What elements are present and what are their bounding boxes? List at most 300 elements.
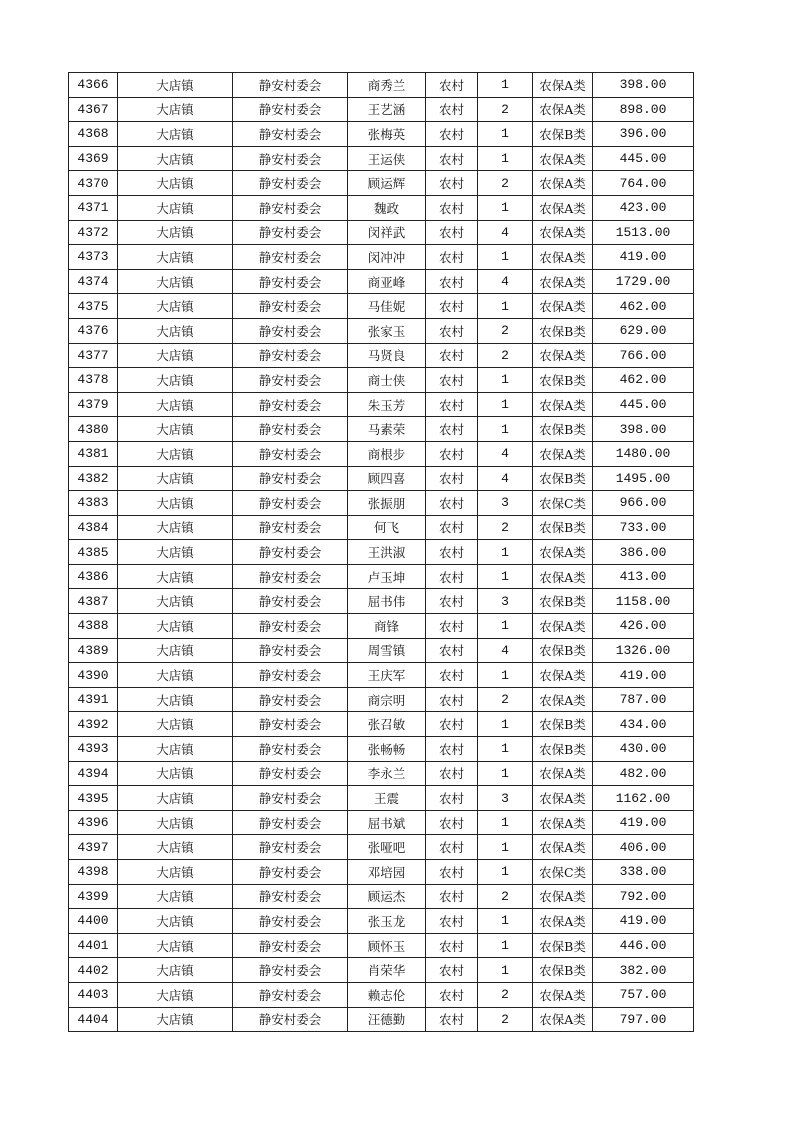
cell-village-committee: 静安村委会 bbox=[233, 589, 348, 614]
cell-amount: 1495.00 bbox=[593, 466, 694, 491]
cell-area-type: 农村 bbox=[426, 589, 478, 614]
cell-person-name: 卢玉坤 bbox=[348, 564, 426, 589]
table-row bbox=[69, 786, 694, 811]
cell-insurance-category: 农保B类 bbox=[533, 712, 593, 737]
cell-person-name: 张振朋 bbox=[348, 491, 426, 516]
cell-person-name: 商宗明 bbox=[348, 687, 426, 712]
cell-town: 大店镇 bbox=[118, 294, 233, 319]
cell-household-size: 1 bbox=[478, 392, 533, 417]
cell-village-committee: 静安村委会 bbox=[233, 958, 348, 983]
cell-insurance-category: 农保B类 bbox=[533, 515, 593, 540]
cell-insurance-category: 农保A类 bbox=[533, 392, 593, 417]
cell-amount: 446.00 bbox=[593, 933, 694, 958]
cell-village-committee: 静安村委会 bbox=[233, 614, 348, 639]
cell-village-committee: 静安村委会 bbox=[233, 909, 348, 934]
cell-household-size: 2 bbox=[478, 884, 533, 909]
cell-household-size: 1 bbox=[478, 122, 533, 147]
cell-row-number: 4392 bbox=[69, 712, 118, 737]
cell-row-number: 4374 bbox=[69, 269, 118, 294]
cell-insurance-category: 农保B类 bbox=[533, 589, 593, 614]
cell-village-committee: 静安村委会 bbox=[233, 146, 348, 171]
cell-town: 大店镇 bbox=[118, 441, 233, 466]
table-row bbox=[69, 958, 694, 983]
cell-person-name: 屈书斌 bbox=[348, 810, 426, 835]
cell-person-name: 商亚峰 bbox=[348, 269, 426, 294]
cell-insurance-category: 农保C类 bbox=[533, 491, 593, 516]
cell-village-committee: 静安村委会 bbox=[233, 392, 348, 417]
cell-area-type: 农村 bbox=[426, 614, 478, 639]
cell-village-committee: 静安村委会 bbox=[233, 737, 348, 762]
cell-town: 大店镇 bbox=[118, 958, 233, 983]
cell-person-name: 李永兰 bbox=[348, 761, 426, 786]
cell-town: 大店镇 bbox=[118, 417, 233, 442]
cell-area-type: 农村 bbox=[426, 540, 478, 565]
cell-person-name: 何飞 bbox=[348, 515, 426, 540]
cell-amount: 445.00 bbox=[593, 146, 694, 171]
cell-amount: 1326.00 bbox=[593, 638, 694, 663]
cell-insurance-category: 农保B类 bbox=[533, 638, 593, 663]
cell-amount: 386.00 bbox=[593, 540, 694, 565]
cell-amount: 419.00 bbox=[593, 663, 694, 688]
cell-area-type: 农村 bbox=[426, 171, 478, 196]
cell-insurance-category: 农保B类 bbox=[533, 466, 593, 491]
cell-insurance-category: 农保A类 bbox=[533, 786, 593, 811]
cell-person-name: 周雪镇 bbox=[348, 638, 426, 663]
cell-village-committee: 静安村委会 bbox=[233, 97, 348, 122]
cell-area-type: 农村 bbox=[426, 810, 478, 835]
cell-area-type: 农村 bbox=[426, 564, 478, 589]
cell-town: 大店镇 bbox=[118, 97, 233, 122]
table-row bbox=[69, 860, 694, 885]
cell-town: 大店镇 bbox=[118, 786, 233, 811]
cell-village-committee: 静安村委会 bbox=[233, 294, 348, 319]
table-row bbox=[69, 122, 694, 147]
cell-village-committee: 静安村委会 bbox=[233, 884, 348, 909]
cell-amount: 766.00 bbox=[593, 343, 694, 368]
cell-person-name: 朱玉芳 bbox=[348, 392, 426, 417]
cell-household-size: 2 bbox=[478, 97, 533, 122]
cell-amount: 462.00 bbox=[593, 368, 694, 393]
cell-household-size: 1 bbox=[478, 663, 533, 688]
cell-household-size: 3 bbox=[478, 589, 533, 614]
cell-village-committee: 静安村委会 bbox=[233, 761, 348, 786]
cell-village-committee: 静安村委会 bbox=[233, 982, 348, 1007]
cell-row-number: 4369 bbox=[69, 146, 118, 171]
cell-household-size: 1 bbox=[478, 933, 533, 958]
cell-village-committee: 静安村委会 bbox=[233, 663, 348, 688]
table-row bbox=[69, 589, 694, 614]
cell-insurance-category: 农保A类 bbox=[533, 663, 593, 688]
cell-person-name: 商根步 bbox=[348, 441, 426, 466]
cell-town: 大店镇 bbox=[118, 515, 233, 540]
cell-town: 大店镇 bbox=[118, 122, 233, 147]
table-row bbox=[69, 564, 694, 589]
table-row bbox=[69, 220, 694, 245]
cell-household-size: 1 bbox=[478, 564, 533, 589]
cell-household-size: 1 bbox=[478, 761, 533, 786]
cell-household-size: 4 bbox=[478, 269, 533, 294]
cell-insurance-category: 农保A类 bbox=[533, 884, 593, 909]
cell-area-type: 农村 bbox=[426, 343, 478, 368]
cell-household-size: 1 bbox=[478, 860, 533, 885]
table-row bbox=[69, 171, 694, 196]
cell-household-size: 2 bbox=[478, 318, 533, 343]
cell-person-name: 商士侠 bbox=[348, 368, 426, 393]
cell-village-committee: 静安村委会 bbox=[233, 786, 348, 811]
cell-person-name: 张畅畅 bbox=[348, 737, 426, 762]
cell-row-number: 4381 bbox=[69, 441, 118, 466]
cell-person-name: 商秀兰 bbox=[348, 73, 426, 98]
cell-town: 大店镇 bbox=[118, 343, 233, 368]
cell-town: 大店镇 bbox=[118, 171, 233, 196]
cell-person-name: 张哑吧 bbox=[348, 835, 426, 860]
cell-amount: 1162.00 bbox=[593, 786, 694, 811]
cell-insurance-category: 农保A类 bbox=[533, 614, 593, 639]
cell-area-type: 农村 bbox=[426, 73, 478, 98]
cell-insurance-category: 农保B类 bbox=[533, 368, 593, 393]
cell-town: 大店镇 bbox=[118, 810, 233, 835]
cell-amount: 423.00 bbox=[593, 195, 694, 220]
cell-area-type: 农村 bbox=[426, 441, 478, 466]
cell-insurance-category: 农保A类 bbox=[533, 540, 593, 565]
cell-person-name: 顾四喜 bbox=[348, 466, 426, 491]
cell-town: 大店镇 bbox=[118, 564, 233, 589]
cell-household-size: 2 bbox=[478, 982, 533, 1007]
cell-village-committee: 静安村委会 bbox=[233, 466, 348, 491]
cell-row-number: 4400 bbox=[69, 909, 118, 934]
cell-amount: 733.00 bbox=[593, 515, 694, 540]
cell-household-size: 1 bbox=[478, 368, 533, 393]
cell-row-number: 4389 bbox=[69, 638, 118, 663]
cell-village-committee: 静安村委会 bbox=[233, 1007, 348, 1032]
cell-household-size: 1 bbox=[478, 614, 533, 639]
table-row bbox=[69, 687, 694, 712]
cell-amount: 792.00 bbox=[593, 884, 694, 909]
cell-row-number: 4383 bbox=[69, 491, 118, 516]
cell-village-committee: 静安村委会 bbox=[233, 638, 348, 663]
cell-insurance-category: 农保B类 bbox=[533, 318, 593, 343]
cell-household-size: 1 bbox=[478, 146, 533, 171]
cell-row-number: 4379 bbox=[69, 392, 118, 417]
cell-person-name: 马佳妮 bbox=[348, 294, 426, 319]
cell-amount: 1729.00 bbox=[593, 269, 694, 294]
cell-village-committee: 静安村委会 bbox=[233, 171, 348, 196]
cell-amount: 413.00 bbox=[593, 564, 694, 589]
table-row bbox=[69, 392, 694, 417]
cell-area-type: 农村 bbox=[426, 687, 478, 712]
cell-row-number: 4386 bbox=[69, 564, 118, 589]
cell-row-number: 4372 bbox=[69, 220, 118, 245]
cell-village-committee: 静安村委会 bbox=[233, 933, 348, 958]
cell-row-number: 4397 bbox=[69, 835, 118, 860]
cell-insurance-category: 农保A类 bbox=[533, 294, 593, 319]
cell-amount: 419.00 bbox=[593, 810, 694, 835]
cell-row-number: 4390 bbox=[69, 663, 118, 688]
cell-row-number: 4395 bbox=[69, 786, 118, 811]
cell-row-number: 4388 bbox=[69, 614, 118, 639]
cell-area-type: 农村 bbox=[426, 737, 478, 762]
table-body bbox=[69, 73, 694, 1032]
cell-row-number: 4368 bbox=[69, 122, 118, 147]
table-row bbox=[69, 810, 694, 835]
cell-insurance-category: 农保A类 bbox=[533, 195, 593, 220]
cell-area-type: 农村 bbox=[426, 294, 478, 319]
cell-area-type: 农村 bbox=[426, 245, 478, 270]
cell-town: 大店镇 bbox=[118, 835, 233, 860]
cell-area-type: 农村 bbox=[426, 761, 478, 786]
table-row bbox=[69, 417, 694, 442]
cell-amount: 426.00 bbox=[593, 614, 694, 639]
cell-person-name: 张玉龙 bbox=[348, 909, 426, 934]
cell-household-size: 2 bbox=[478, 171, 533, 196]
cell-area-type: 农村 bbox=[426, 835, 478, 860]
table-row bbox=[69, 318, 694, 343]
cell-insurance-category: 农保A类 bbox=[533, 245, 593, 270]
cell-household-size: 1 bbox=[478, 195, 533, 220]
cell-amount: 797.00 bbox=[593, 1007, 694, 1032]
cell-area-type: 农村 bbox=[426, 318, 478, 343]
cell-town: 大店镇 bbox=[118, 392, 233, 417]
cell-row-number: 4378 bbox=[69, 368, 118, 393]
cell-person-name: 赖志伦 bbox=[348, 982, 426, 1007]
cell-area-type: 农村 bbox=[426, 860, 478, 885]
cell-household-size: 1 bbox=[478, 737, 533, 762]
cell-area-type: 农村 bbox=[426, 491, 478, 516]
cell-insurance-category: 农保A类 bbox=[533, 441, 593, 466]
cell-household-size: 1 bbox=[478, 958, 533, 983]
cell-town: 大店镇 bbox=[118, 491, 233, 516]
cell-row-number: 4404 bbox=[69, 1007, 118, 1032]
cell-household-size: 1 bbox=[478, 712, 533, 737]
cell-area-type: 农村 bbox=[426, 958, 478, 983]
cell-person-name: 邓培园 bbox=[348, 860, 426, 885]
cell-person-name: 屈书伟 bbox=[348, 589, 426, 614]
cell-town: 大店镇 bbox=[118, 909, 233, 934]
cell-amount: 445.00 bbox=[593, 392, 694, 417]
cell-row-number: 4396 bbox=[69, 810, 118, 835]
cell-area-type: 农村 bbox=[426, 122, 478, 147]
cell-town: 大店镇 bbox=[118, 269, 233, 294]
cell-amount: 898.00 bbox=[593, 97, 694, 122]
cell-area-type: 农村 bbox=[426, 417, 478, 442]
cell-town: 大店镇 bbox=[118, 737, 233, 762]
cell-row-number: 4373 bbox=[69, 245, 118, 270]
cell-insurance-category: 农保A类 bbox=[533, 269, 593, 294]
cell-amount: 629.00 bbox=[593, 318, 694, 343]
cell-person-name: 肖荣华 bbox=[348, 958, 426, 983]
cell-insurance-category: 农保C类 bbox=[533, 860, 593, 885]
cell-area-type: 农村 bbox=[426, 368, 478, 393]
cell-amount: 419.00 bbox=[593, 245, 694, 270]
cell-person-name: 王洪淑 bbox=[348, 540, 426, 565]
cell-row-number: 4377 bbox=[69, 343, 118, 368]
table-row bbox=[69, 540, 694, 565]
cell-person-name: 王庆军 bbox=[348, 663, 426, 688]
cell-town: 大店镇 bbox=[118, 860, 233, 885]
cell-amount: 419.00 bbox=[593, 909, 694, 934]
cell-person-name: 顾运杰 bbox=[348, 884, 426, 909]
cell-household-size: 1 bbox=[478, 835, 533, 860]
cell-household-size: 4 bbox=[478, 441, 533, 466]
cell-row-number: 4367 bbox=[69, 97, 118, 122]
cell-amount: 430.00 bbox=[593, 737, 694, 762]
cell-town: 大店镇 bbox=[118, 982, 233, 1007]
table-row bbox=[69, 638, 694, 663]
cell-amount: 482.00 bbox=[593, 761, 694, 786]
cell-household-size: 2 bbox=[478, 687, 533, 712]
cell-town: 大店镇 bbox=[118, 933, 233, 958]
cell-town: 大店镇 bbox=[118, 884, 233, 909]
table-row bbox=[69, 146, 694, 171]
table-row bbox=[69, 343, 694, 368]
cell-village-committee: 静安村委会 bbox=[233, 269, 348, 294]
cell-person-name: 张家玉 bbox=[348, 318, 426, 343]
cell-area-type: 农村 bbox=[426, 220, 478, 245]
cell-area-type: 农村 bbox=[426, 97, 478, 122]
cell-area-type: 农村 bbox=[426, 909, 478, 934]
table-row bbox=[69, 614, 694, 639]
cell-insurance-category: 农保A类 bbox=[533, 687, 593, 712]
table-row bbox=[69, 269, 694, 294]
cell-person-name: 闵祥武 bbox=[348, 220, 426, 245]
table-row bbox=[69, 663, 694, 688]
cell-village-committee: 静安村委会 bbox=[233, 122, 348, 147]
table-row bbox=[69, 884, 694, 909]
cell-row-number: 4371 bbox=[69, 195, 118, 220]
cell-village-committee: 静安村委会 bbox=[233, 343, 348, 368]
cell-row-number: 4399 bbox=[69, 884, 118, 909]
cell-town: 大店镇 bbox=[118, 368, 233, 393]
cell-insurance-category: 农保A类 bbox=[533, 97, 593, 122]
table-row bbox=[69, 73, 694, 98]
cell-row-number: 4393 bbox=[69, 737, 118, 762]
cell-household-size: 1 bbox=[478, 909, 533, 934]
cell-village-committee: 静安村委会 bbox=[233, 195, 348, 220]
cell-area-type: 农村 bbox=[426, 638, 478, 663]
cell-area-type: 农村 bbox=[426, 933, 478, 958]
cell-person-name: 马贤良 bbox=[348, 343, 426, 368]
cell-amount: 338.00 bbox=[593, 860, 694, 885]
cell-insurance-category: 农保A类 bbox=[533, 146, 593, 171]
cell-person-name: 商锋 bbox=[348, 614, 426, 639]
cell-person-name: 闵冲冲 bbox=[348, 245, 426, 270]
cell-amount: 406.00 bbox=[593, 835, 694, 860]
cell-insurance-category: 农保A类 bbox=[533, 73, 593, 98]
cell-area-type: 农村 bbox=[426, 712, 478, 737]
cell-person-name: 王震 bbox=[348, 786, 426, 811]
cell-town: 大店镇 bbox=[118, 245, 233, 270]
cell-amount: 382.00 bbox=[593, 958, 694, 983]
cell-row-number: 4375 bbox=[69, 294, 118, 319]
table-row bbox=[69, 737, 694, 762]
cell-row-number: 4401 bbox=[69, 933, 118, 958]
cell-area-type: 农村 bbox=[426, 146, 478, 171]
cell-insurance-category: 农保A类 bbox=[533, 810, 593, 835]
cell-household-size: 3 bbox=[478, 491, 533, 516]
cell-row-number: 4376 bbox=[69, 318, 118, 343]
cell-village-committee: 静安村委会 bbox=[233, 860, 348, 885]
cell-amount: 1513.00 bbox=[593, 220, 694, 245]
cell-area-type: 农村 bbox=[426, 982, 478, 1007]
cell-village-committee: 静安村委会 bbox=[233, 835, 348, 860]
cell-row-number: 4366 bbox=[69, 73, 118, 98]
cell-person-name: 魏政 bbox=[348, 195, 426, 220]
cell-person-name: 汪德勤 bbox=[348, 1007, 426, 1032]
cell-row-number: 4402 bbox=[69, 958, 118, 983]
cell-row-number: 4403 bbox=[69, 982, 118, 1007]
cell-amount: 757.00 bbox=[593, 982, 694, 1007]
cell-person-name: 王运侠 bbox=[348, 146, 426, 171]
cell-person-name: 张召敏 bbox=[348, 712, 426, 737]
cell-amount: 434.00 bbox=[593, 712, 694, 737]
cell-village-committee: 静安村委会 bbox=[233, 220, 348, 245]
cell-row-number: 4384 bbox=[69, 515, 118, 540]
cell-household-size: 4 bbox=[478, 220, 533, 245]
table-row bbox=[69, 515, 694, 540]
table-row bbox=[69, 761, 694, 786]
cell-town: 大店镇 bbox=[118, 540, 233, 565]
cell-row-number: 4370 bbox=[69, 171, 118, 196]
table-row bbox=[69, 712, 694, 737]
cell-row-number: 4387 bbox=[69, 589, 118, 614]
cell-area-type: 农村 bbox=[426, 884, 478, 909]
cell-household-size: 1 bbox=[478, 245, 533, 270]
cell-village-committee: 静安村委会 bbox=[233, 810, 348, 835]
table-row bbox=[69, 441, 694, 466]
cell-village-committee: 静安村委会 bbox=[233, 441, 348, 466]
cell-row-number: 4394 bbox=[69, 761, 118, 786]
cell-household-size: 1 bbox=[478, 417, 533, 442]
table-row bbox=[69, 909, 694, 934]
cell-town: 大店镇 bbox=[118, 73, 233, 98]
cell-person-name: 顾运辉 bbox=[348, 171, 426, 196]
cell-household-size: 2 bbox=[478, 515, 533, 540]
cell-household-size: 3 bbox=[478, 786, 533, 811]
table-row bbox=[69, 294, 694, 319]
cell-amount: 787.00 bbox=[593, 687, 694, 712]
cell-household-size: 1 bbox=[478, 73, 533, 98]
cell-village-committee: 静安村委会 bbox=[233, 491, 348, 516]
cell-row-number: 4382 bbox=[69, 466, 118, 491]
cell-village-committee: 静安村委会 bbox=[233, 368, 348, 393]
cell-person-name: 顾怀玉 bbox=[348, 933, 426, 958]
cell-amount: 396.00 bbox=[593, 122, 694, 147]
cell-insurance-category: 农保A类 bbox=[533, 909, 593, 934]
cell-amount: 764.00 bbox=[593, 171, 694, 196]
cell-town: 大店镇 bbox=[118, 712, 233, 737]
cell-insurance-category: 农保A类 bbox=[533, 982, 593, 1007]
cell-village-committee: 静安村委会 bbox=[233, 712, 348, 737]
cell-village-committee: 静安村委会 bbox=[233, 73, 348, 98]
cell-town: 大店镇 bbox=[118, 638, 233, 663]
cell-household-size: 2 bbox=[478, 343, 533, 368]
cell-town: 大店镇 bbox=[118, 589, 233, 614]
table-row bbox=[69, 982, 694, 1007]
cell-insurance-category: 农保A类 bbox=[533, 835, 593, 860]
cell-town: 大店镇 bbox=[118, 318, 233, 343]
cell-town: 大店镇 bbox=[118, 761, 233, 786]
table-row bbox=[69, 466, 694, 491]
cell-town: 大店镇 bbox=[118, 1007, 233, 1032]
cell-village-committee: 静安村委会 bbox=[233, 687, 348, 712]
cell-town: 大店镇 bbox=[118, 687, 233, 712]
cell-household-size: 1 bbox=[478, 294, 533, 319]
cell-household-size: 4 bbox=[478, 638, 533, 663]
cell-insurance-category: 农保A类 bbox=[533, 343, 593, 368]
table-row bbox=[69, 368, 694, 393]
cell-insurance-category: 农保A类 bbox=[533, 761, 593, 786]
cell-row-number: 4391 bbox=[69, 687, 118, 712]
